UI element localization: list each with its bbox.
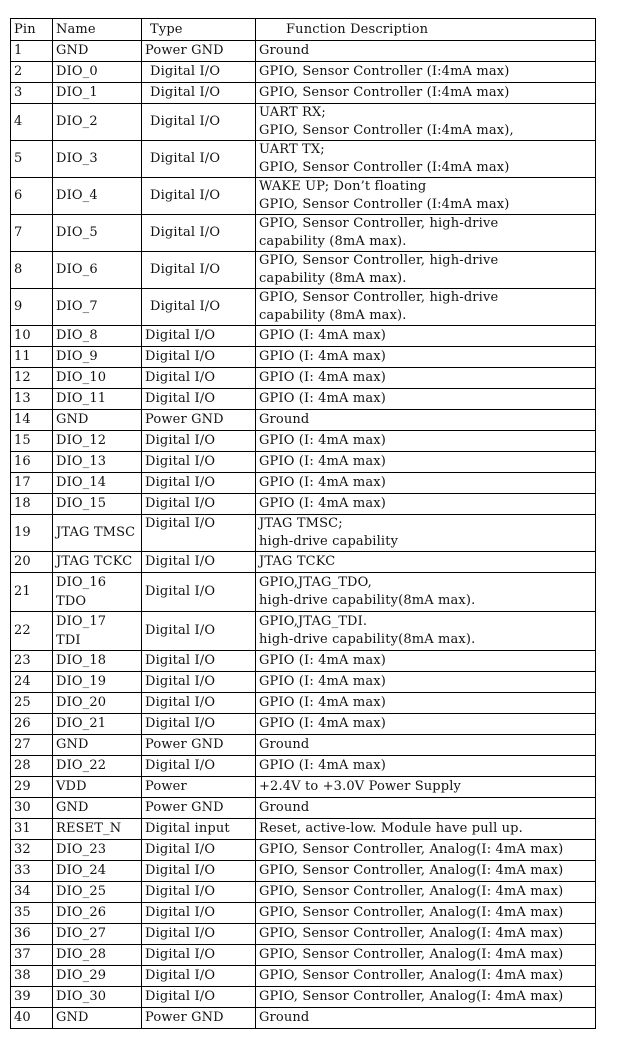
table-row xyxy=(11,612,596,651)
function-description-cell xyxy=(256,494,596,515)
function-description-cell xyxy=(256,347,596,368)
function-description-line: GPIO (I: 4mA max) xyxy=(259,653,386,668)
function-description-cell xyxy=(256,104,596,141)
table-body xyxy=(11,41,596,1029)
pin-number-cell: 27 xyxy=(11,735,53,756)
function-description-line: GPIO,JTAG_TDO, xyxy=(259,575,372,590)
function-description-cell xyxy=(256,945,596,966)
table-row xyxy=(11,515,596,552)
pin-name-line: DIO_18 xyxy=(56,653,107,668)
table-row xyxy=(11,552,596,573)
table-row xyxy=(11,368,596,389)
function-description-line: WAKE UP; Don’t floating xyxy=(259,179,427,194)
pin-name-cell xyxy=(53,672,142,693)
table-row xyxy=(11,651,596,672)
pin-name-line: DIO_11 xyxy=(56,391,107,406)
function-description-line: JTAG TCKC xyxy=(259,554,336,569)
pin-name-line: JTAG TCKC xyxy=(56,554,133,569)
pin-type-cell: Digital I/O xyxy=(142,573,256,612)
function-description-line: GPIO (I: 4mA max) xyxy=(259,391,386,406)
function-description-cell xyxy=(256,410,596,431)
pin-name-line: DIO_14 xyxy=(56,475,107,490)
pin-name-line: DIO_0 xyxy=(56,64,98,79)
pin-number-cell: 33 xyxy=(11,861,53,882)
pin-type-cell: Power GND xyxy=(142,41,256,62)
pin-number-cell: 3 xyxy=(11,83,53,104)
function-description-line: high-drive capability xyxy=(259,534,399,549)
pin-name-line: DIO_29 xyxy=(56,968,107,983)
table-row xyxy=(11,966,596,987)
function-description-cell xyxy=(256,672,596,693)
pin-number-cell: 4 xyxy=(11,104,53,141)
function-description-line: GPIO (I: 4mA max) xyxy=(259,454,386,469)
function-description-line: GPIO (I: 4mA max) xyxy=(259,674,386,689)
function-description-line: GPIO, Sensor Controller, high-drive xyxy=(259,290,499,305)
table-row xyxy=(11,83,596,104)
pin-type-cell: Digital I/O xyxy=(142,368,256,389)
pin-name-line: DIO_16 xyxy=(56,575,107,590)
function-description-line: GPIO, Sensor Controller, Analog(I: 4mA max) xyxy=(259,968,564,983)
function-description-cell xyxy=(256,861,596,882)
pin-name-line: DIO_22 xyxy=(56,758,107,773)
function-description-cell xyxy=(256,215,596,252)
pin-number-cell: 14 xyxy=(11,410,53,431)
pin-name-cell xyxy=(53,693,142,714)
pin-type-cell: Digital I/O xyxy=(142,882,256,903)
pin-name-line: JTAG TMSC xyxy=(56,525,136,540)
function-description-cell xyxy=(256,431,596,452)
function-description-line: UART TX; xyxy=(259,142,325,157)
function-description-cell xyxy=(256,252,596,289)
table-row xyxy=(11,1008,596,1029)
pin-name-line: TDO xyxy=(56,594,87,609)
pin-name-cell xyxy=(53,945,142,966)
pin-number-cell: 35 xyxy=(11,903,53,924)
pin-number-cell: 23 xyxy=(11,651,53,672)
pin-name-line: DIO_10 xyxy=(56,370,107,385)
pin-name-cell xyxy=(53,987,142,1008)
pin-name-line: TDI xyxy=(56,633,81,648)
table-row xyxy=(11,141,596,178)
table-row xyxy=(11,735,596,756)
table-row xyxy=(11,215,596,252)
pin-name-cell xyxy=(53,840,142,861)
pin-type-cell: Digital I/O xyxy=(142,178,256,215)
function-description-line: Reset, active-low. Module have pull up. xyxy=(259,821,523,836)
function-description-cell xyxy=(256,368,596,389)
pin-number-cell: 19 xyxy=(11,515,53,552)
function-description-line: GPIO, Sensor Controller, high-drive xyxy=(259,216,499,231)
table-row xyxy=(11,840,596,861)
pin-number-cell: 2 xyxy=(11,62,53,83)
pin-name-cell xyxy=(53,735,142,756)
pin-name-cell xyxy=(53,573,142,612)
function-description-cell xyxy=(256,714,596,735)
pin-number-cell: 5 xyxy=(11,141,53,178)
function-description-line: GPIO, Sensor Controller (I:4mA max) xyxy=(259,64,510,79)
pin-type-cell: Digital I/O xyxy=(142,515,256,552)
pin-type-cell: Digital I/O xyxy=(142,552,256,573)
pin-name-cell xyxy=(53,83,142,104)
pin-number-cell: 31 xyxy=(11,819,53,840)
pin-type-cell: Digital I/O xyxy=(142,347,256,368)
table-row xyxy=(11,672,596,693)
pin-name-line: DIO_7 xyxy=(56,299,98,314)
pin-number-cell: 11 xyxy=(11,347,53,368)
pin-name-cell xyxy=(53,798,142,819)
pin-type-cell: Digital I/O xyxy=(142,924,256,945)
pin-number-cell: 26 xyxy=(11,714,53,735)
pin-number-cell: 12 xyxy=(11,368,53,389)
pin-name-line: DIO_20 xyxy=(56,695,107,710)
function-description-cell xyxy=(256,966,596,987)
function-description-cell xyxy=(256,326,596,347)
function-description-cell xyxy=(256,389,596,410)
pin-name-line: GND xyxy=(56,800,89,815)
function-description-line: GPIO, Sensor Controller (I:4mA max) xyxy=(259,197,510,212)
table-row xyxy=(11,389,596,410)
pin-type-cell: Digital input xyxy=(142,819,256,840)
pin-number-cell: 24 xyxy=(11,672,53,693)
pin-type-cell: Digital I/O xyxy=(142,473,256,494)
function-description-cell xyxy=(256,777,596,798)
function-description-line: GPIO, Sensor Controller (I:4mA max), xyxy=(259,123,514,138)
pin-name-line: DIO_3 xyxy=(56,151,98,166)
function-description-line: Ground xyxy=(259,800,310,815)
pin-name-cell xyxy=(53,861,142,882)
function-description-line: GPIO, Sensor Controller, Analog(I: 4mA max) xyxy=(259,842,564,857)
pin-name-line: DIO_23 xyxy=(56,842,107,857)
pin-type-cell: Power GND xyxy=(142,735,256,756)
pin-number-cell: 29 xyxy=(11,777,53,798)
pin-type-cell: Digital I/O xyxy=(142,141,256,178)
pin-type-cell: Digital I/O xyxy=(142,840,256,861)
function-description-line: GPIO (I: 4mA max) xyxy=(259,349,386,364)
pin-name-cell xyxy=(53,41,142,62)
pin-number-cell: 34 xyxy=(11,882,53,903)
pin-name-cell xyxy=(53,389,142,410)
function-description-cell xyxy=(256,1008,596,1029)
function-description-line: GPIO, Sensor Controller, Analog(I: 4mA max) xyxy=(259,989,564,1004)
pin-number-cell: 20 xyxy=(11,552,53,573)
pin-number-cell: 15 xyxy=(11,431,53,452)
pin-type-cell: Digital I/O xyxy=(142,612,256,651)
function-description-cell xyxy=(256,473,596,494)
pin-number-cell: 8 xyxy=(11,252,53,289)
function-description-line: GPIO, Sensor Controller, Analog(I: 4mA max) xyxy=(259,884,564,899)
table-row xyxy=(11,289,596,326)
header-name: Name xyxy=(53,19,142,41)
pin-name-cell xyxy=(53,714,142,735)
table-row xyxy=(11,777,596,798)
pin-name-cell xyxy=(53,215,142,252)
pin-type-cell: Digital I/O xyxy=(142,861,256,882)
function-description-line: GPIO (I: 4mA max) xyxy=(259,433,386,448)
function-description-cell xyxy=(256,693,596,714)
function-description-line: GPIO (I: 4mA max) xyxy=(259,695,386,710)
pin-name-cell xyxy=(53,368,142,389)
pin-number-cell: 38 xyxy=(11,966,53,987)
pin-name-cell xyxy=(53,756,142,777)
table-row xyxy=(11,178,596,215)
pin-definition-table xyxy=(10,18,596,1029)
function-description-line: GPIO, Sensor Controller, high-drive xyxy=(259,253,499,268)
pin-name-cell xyxy=(53,410,142,431)
pin-name-line: DIO_15 xyxy=(56,496,107,511)
function-description-line: GPIO,JTAG_TDI. xyxy=(259,614,368,629)
pin-type-cell: Digital I/O xyxy=(142,945,256,966)
pin-name-line: GND xyxy=(56,412,89,427)
pin-number-cell: 30 xyxy=(11,798,53,819)
pin-name-cell xyxy=(53,104,142,141)
pin-type-cell: Digital I/O xyxy=(142,903,256,924)
table-row xyxy=(11,714,596,735)
pin-name-line: DIO_5 xyxy=(56,225,98,240)
function-description-cell xyxy=(256,651,596,672)
pin-name-cell xyxy=(53,552,142,573)
pin-name-cell xyxy=(53,777,142,798)
pin-type-cell: Power GND xyxy=(142,798,256,819)
pin-number-cell: 25 xyxy=(11,693,53,714)
pin-type-cell: Digital I/O xyxy=(142,693,256,714)
pin-type-cell: Digital I/O xyxy=(142,252,256,289)
pin-name-cell xyxy=(53,494,142,515)
pin-type-cell: Digital I/O xyxy=(142,289,256,326)
function-description-cell xyxy=(256,840,596,861)
pin-number-cell: 32 xyxy=(11,840,53,861)
function-description-cell xyxy=(256,882,596,903)
pin-name-line: DIO_6 xyxy=(56,262,98,277)
table-row xyxy=(11,987,596,1008)
function-description-cell xyxy=(256,798,596,819)
pin-name-line: DIO_26 xyxy=(56,905,107,920)
function-description-cell xyxy=(256,452,596,473)
function-description-line: capability (8mA max). xyxy=(259,271,407,286)
pin-name-line: DIO_17 xyxy=(56,614,107,629)
function-description-cell xyxy=(256,987,596,1008)
function-description-line: Ground xyxy=(259,412,310,427)
pin-name-line: DIO_9 xyxy=(56,349,98,364)
pin-name-cell xyxy=(53,903,142,924)
function-description-line: +2.4V to +3.0V Power Supply xyxy=(259,779,462,794)
pin-number-cell: 13 xyxy=(11,389,53,410)
pin-number-cell: 28 xyxy=(11,756,53,777)
function-description-line: GPIO (I: 4mA max) xyxy=(259,758,386,773)
pin-name-line: DIO_2 xyxy=(56,114,98,129)
pin-name-line: DIO_19 xyxy=(56,674,107,689)
function-description-cell xyxy=(256,903,596,924)
table-row xyxy=(11,41,596,62)
pin-name-line: DIO_8 xyxy=(56,328,98,343)
pin-type-cell: Digital I/O xyxy=(142,651,256,672)
pin-number-cell: 39 xyxy=(11,987,53,1008)
table-row xyxy=(11,798,596,819)
function-description-line: Ground xyxy=(259,43,310,58)
table-row xyxy=(11,252,596,289)
pin-type-cell: Digital I/O xyxy=(142,389,256,410)
table-row xyxy=(11,819,596,840)
pin-name-cell xyxy=(53,515,142,552)
function-description-line: GPIO (I: 4mA max) xyxy=(259,496,386,511)
table-row xyxy=(11,924,596,945)
function-description-line: Ground xyxy=(259,1010,310,1025)
function-description-line: GPIO (I: 4mA max) xyxy=(259,370,386,385)
pin-number-cell: 6 xyxy=(11,178,53,215)
pin-name-cell xyxy=(53,1008,142,1029)
function-description-line: GPIO, Sensor Controller, Analog(I: 4mA max) xyxy=(259,926,564,941)
function-description-line: GPIO, Sensor Controller, Analog(I: 4mA max) xyxy=(259,947,564,962)
pin-name-line: DIO_12 xyxy=(56,433,107,448)
header-type: Type xyxy=(142,19,256,41)
pin-number-cell: 10 xyxy=(11,326,53,347)
pin-type-cell: Digital I/O xyxy=(142,104,256,141)
table-row xyxy=(11,945,596,966)
pin-type-cell: Digital I/O xyxy=(142,62,256,83)
function-description-cell xyxy=(256,612,596,651)
pin-name-cell xyxy=(53,612,142,651)
pin-name-cell xyxy=(53,326,142,347)
pin-type-cell: Digital I/O xyxy=(142,83,256,104)
header-function-description: Function Description xyxy=(256,19,596,41)
table-row xyxy=(11,756,596,777)
function-description-line: GPIO, Sensor Controller, Analog(I: 4mA max) xyxy=(259,905,564,920)
function-description-line: GPIO, Sensor Controller (I:4mA max) xyxy=(259,160,510,175)
pin-name-line: GND xyxy=(56,43,89,58)
function-description-line: UART RX; xyxy=(259,105,326,120)
pin-number-cell: 9 xyxy=(11,289,53,326)
function-description-line: capability (8mA max). xyxy=(259,234,407,249)
table-header xyxy=(11,19,596,41)
pin-type-cell: Digital I/O xyxy=(142,452,256,473)
function-description-cell xyxy=(256,41,596,62)
function-description-line: high-drive capability(8mA max). xyxy=(259,593,476,608)
pin-type-cell: Digital I/O xyxy=(142,714,256,735)
pin-name-cell xyxy=(53,62,142,83)
function-description-line: GPIO (I: 4mA max) xyxy=(259,716,386,731)
function-description-cell xyxy=(256,552,596,573)
pin-number-cell: 21 xyxy=(11,573,53,612)
function-description-cell xyxy=(256,756,596,777)
function-description-cell xyxy=(256,819,596,840)
pin-type-cell: Power xyxy=(142,777,256,798)
pin-number-cell: 7 xyxy=(11,215,53,252)
pin-name-line: VDD xyxy=(56,779,87,794)
pin-name-line: DIO_25 xyxy=(56,884,107,899)
table-row xyxy=(11,882,596,903)
pin-name-line: DIO_30 xyxy=(56,989,107,1004)
table-row xyxy=(11,693,596,714)
table-row xyxy=(11,326,596,347)
pin-name-cell xyxy=(53,252,142,289)
pin-name-cell xyxy=(53,819,142,840)
pin-type-cell: Power GND xyxy=(142,410,256,431)
table-row xyxy=(11,861,596,882)
function-description-line: JTAG TMSC; xyxy=(259,516,343,531)
pin-name-cell xyxy=(53,924,142,945)
pin-name-line: RESET_N xyxy=(56,821,122,836)
pin-number-cell: 18 xyxy=(11,494,53,515)
pin-type-cell: Digital I/O xyxy=(142,215,256,252)
pin-name-cell xyxy=(53,452,142,473)
header-pin: Pin xyxy=(11,19,53,41)
header-row xyxy=(11,19,596,41)
pin-name-line: DIO_4 xyxy=(56,188,98,203)
pin-type-cell: Digital I/O xyxy=(142,756,256,777)
pin-type-cell: Digital I/O xyxy=(142,494,256,515)
pin-name-cell xyxy=(53,966,142,987)
function-description-line: GPIO (I: 4mA max) xyxy=(259,475,386,490)
pin-type-cell: Power GND xyxy=(142,1008,256,1029)
function-description-cell xyxy=(256,141,596,178)
table-row xyxy=(11,347,596,368)
function-description-line: GPIO (I: 4mA max) xyxy=(259,328,386,343)
pin-number-cell: 22 xyxy=(11,612,53,651)
pin-name-line: DIO_1 xyxy=(56,85,98,100)
pin-name-line: GND xyxy=(56,737,89,752)
function-description-cell xyxy=(256,178,596,215)
function-description-line: Ground xyxy=(259,737,310,752)
function-description-line: GPIO, Sensor Controller, Analog(I: 4mA max) xyxy=(259,863,564,878)
table-row xyxy=(11,473,596,494)
pin-name-line: DIO_28 xyxy=(56,947,107,962)
function-description-cell xyxy=(256,924,596,945)
table-row xyxy=(11,452,596,473)
function-description-cell xyxy=(256,735,596,756)
pin-name-cell xyxy=(53,178,142,215)
function-description-cell xyxy=(256,573,596,612)
table-row xyxy=(11,62,596,83)
pin-name-line: DIO_24 xyxy=(56,863,107,878)
pin-name-cell xyxy=(53,651,142,672)
pin-number-cell: 1 xyxy=(11,41,53,62)
pin-number-cell: 16 xyxy=(11,452,53,473)
pin-number-cell: 40 xyxy=(11,1008,53,1029)
pin-name-cell xyxy=(53,289,142,326)
function-description-cell xyxy=(256,289,596,326)
pin-number-cell: 37 xyxy=(11,945,53,966)
function-description-line: high-drive capability(8mA max). xyxy=(259,632,476,647)
pin-number-cell: 36 xyxy=(11,924,53,945)
pin-number-cell: 17 xyxy=(11,473,53,494)
pin-name-cell xyxy=(53,347,142,368)
pin-name-cell xyxy=(53,882,142,903)
pin-name-line: GND xyxy=(56,1010,89,1025)
pin-type-cell: Digital I/O xyxy=(142,326,256,347)
pin-name-cell xyxy=(53,141,142,178)
pin-name-cell xyxy=(53,431,142,452)
pin-name-cell xyxy=(53,473,142,494)
pin-name-line: DIO_27 xyxy=(56,926,107,941)
table-row xyxy=(11,104,596,141)
table-row xyxy=(11,494,596,515)
pin-type-cell: Digital I/O xyxy=(142,966,256,987)
function-description-line: GPIO, Sensor Controller (I:4mA max) xyxy=(259,85,510,100)
pin-type-cell: Digital I/O xyxy=(142,672,256,693)
table-row xyxy=(11,431,596,452)
table-row xyxy=(11,410,596,431)
pin-name-line: DIO_21 xyxy=(56,716,107,731)
pin-type-cell: Digital I/O xyxy=(142,987,256,1008)
function-description-cell xyxy=(256,515,596,552)
function-description-line: capability (8mA max). xyxy=(259,308,407,323)
table-row xyxy=(11,573,596,612)
pin-name-line: DIO_13 xyxy=(56,454,107,469)
function-description-cell xyxy=(256,83,596,104)
pin-type-cell: Digital I/O xyxy=(142,431,256,452)
function-description-cell xyxy=(256,62,596,83)
table-row xyxy=(11,903,596,924)
